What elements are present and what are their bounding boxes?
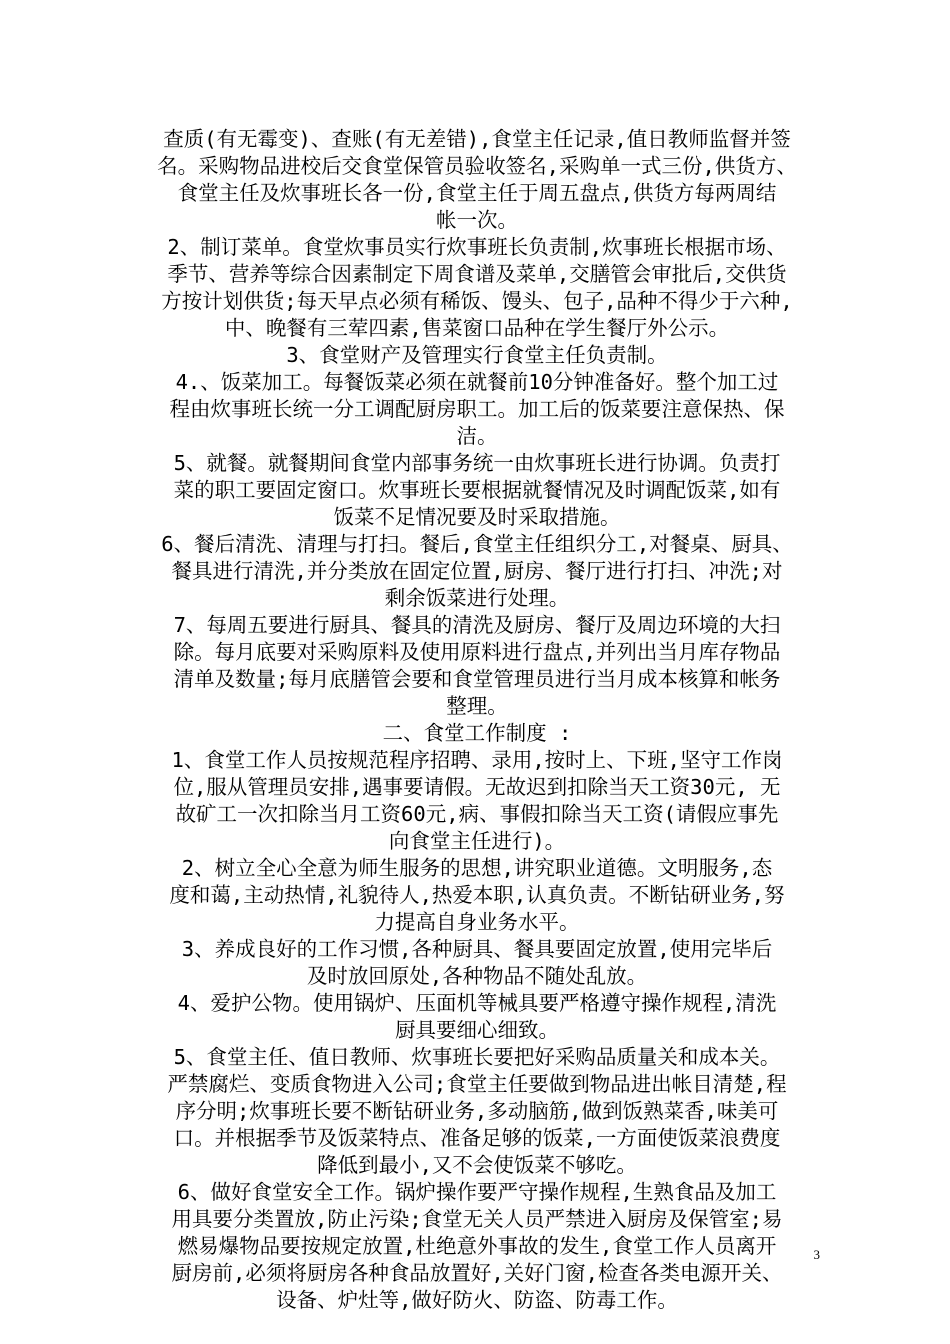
text-line: 2、树立全心全意为师生服务的思想,讲究职业道德。文明服务,态	[181, 856, 773, 880]
page-number: 3	[813, 1247, 820, 1262]
text-line: 二、食堂工作制度 :	[382, 721, 572, 745]
paragraph-menu	[143, 234, 811, 342]
text-line: 餐具进行清洗,并分类放在固定位置,厨房、餐厅进行打扫、冲洗;对	[171, 559, 783, 583]
text-line: 故矿工一次扣除当月工资60元,病、事假扣除当天工资(请假应事先	[175, 802, 779, 826]
text-line: 1、食堂工作人员按规范程序招聘、录用,按时上、下班,坚守工作岗	[171, 748, 783, 772]
text-line: 中、晚餐有三荤四素,售菜窗口品种在学生餐厅外公示。	[224, 316, 730, 340]
text-line: 5、食堂主任、值日教师、炊事班长要把好采购品质量关和成本关。	[173, 1045, 781, 1069]
paragraph-rule-1	[143, 747, 811, 855]
text-line: 及时放回原处,各种物品不随处乱放。	[306, 964, 648, 988]
paragraph-rule-6	[143, 1179, 811, 1314]
text-line: 季节、营养等综合因素制定下周食谱及菜单,交膳管会审批后,交供货	[167, 262, 787, 286]
text-line: 厨房前,必须将厨房各种食品放置好,关好门窗,检查各类电源开关、	[171, 1261, 783, 1285]
text-line: 除。每月底要对采购原料及使用原料进行盘点,并列出当月库存物品	[173, 640, 781, 664]
text-line: 2、制订菜单。食堂炊事员实行炊事班长负责制,炊事班长根据市场、	[167, 235, 787, 259]
text-line: 燃易爆物品要按规定放置,杜绝意外事故的发生,食堂工作人员离开	[177, 1234, 777, 1258]
text-line: 严禁腐烂、变质食物进入公司;食堂主任要做到物品进出帐目清楚,程	[167, 1072, 787, 1096]
text-line: 帐一次。	[436, 208, 518, 232]
text-line: 力提高自身业务水平。	[374, 910, 580, 934]
paragraph-weekly	[143, 612, 811, 720]
text-line: 5、就餐。就餐期间食堂内部事务统一由炊事班长进行协调。负责打	[173, 451, 781, 475]
text-line: 4、爱护公物。使用锅炉、压面机等械具要严格遵守操作规程,清洗	[177, 991, 777, 1015]
text-line: 方按计划供货;每天早点必须有稀饭、馒头、包子,品种不得少于六种,	[161, 289, 793, 313]
text-line: 6、餐后清洗、清理与打扫。餐后,食堂主任组织分工,对餐桌、厨具、	[161, 532, 793, 556]
text-line: 降低到最小,又不会使饭菜不够吃。	[317, 1153, 637, 1177]
text-line: 7、每周五要进行厨具、餐具的清洗及厨房、餐厅及周边环境的大扫	[173, 613, 781, 637]
text-line: 口。并根据季节及饭菜特点、准备足够的饭菜,一方面使饭菜浪费度	[173, 1126, 781, 1150]
text-line: 程由炊事班长统一分工调配厨房职工。加工后的饭菜要注意保热、保	[169, 397, 785, 421]
text-line: 洁。	[456, 424, 498, 448]
text-line: 用具要分类置放,防止污染;食堂无关人员严禁进入厨房及保管室;易	[171, 1207, 783, 1231]
text-line: 3、养成良好的工作习惯,各种厨具、餐具要固定放置,使用完毕后	[181, 937, 773, 961]
paragraph-rule-3	[143, 936, 811, 990]
text-line: 向食堂主任进行)。	[388, 829, 566, 853]
paragraph-cleaning	[143, 531, 811, 612]
text-line: 整理。	[446, 694, 508, 718]
paragraph-rule-2	[143, 855, 811, 936]
text-line: 4.、饭菜加工。每餐饭菜必须在就餐前10分钟准备好。整个加工过	[175, 370, 779, 394]
paragraph-rule-4	[143, 990, 811, 1044]
paragraph-property	[143, 342, 811, 369]
text-line: 食堂主任及炊事班长各一份,食堂主任于周五盘点,供货方每两周结	[177, 181, 777, 205]
text-line: 度和蔼,主动热情,礼貌待人,热爱本职,认真负责。不断钻研业务,努	[169, 883, 785, 907]
text-line: 剩余饭菜进行处理。	[384, 586, 570, 610]
text-line: 3、食堂财产及管理实行食堂主任负责制。	[286, 343, 668, 367]
text-line: 查质(有无霉变)、查账(有无差错),食堂主任记录,值日教师监督并签	[163, 127, 791, 151]
paragraph-rule-5	[143, 1044, 811, 1179]
document-body	[143, 126, 811, 1314]
text-line: 菜的职工要固定窗口。炊事班长要根据就餐情况及时调配饭菜,如有	[173, 478, 781, 502]
text-line: 序分明;炊事班长要不断钻研业务,多动脑筋,做到饭熟菜香,味美可	[175, 1099, 779, 1123]
paragraph-dining	[143, 450, 811, 531]
paragraph-processing	[143, 369, 811, 450]
text-line: 饭菜不足情况要及时采取措施。	[333, 505, 621, 529]
paragraph-procure-tail	[143, 126, 811, 234]
paragraph-heading-2	[143, 720, 811, 747]
text-line: 设备、炉灶等,做好防火、防盗、防毒工作。	[276, 1288, 678, 1312]
text-line: 清单及数量;每月底膳管会要和食堂管理员进行当月成本核算和帐务	[173, 667, 781, 691]
text-line: 位,服从管理员安排,遇事要请假。无故迟到扣除当天工资30元, 无	[173, 775, 781, 799]
text-line: 6、做好食堂安全工作。锅炉操作要严守操作规程,生熟食品及加工	[177, 1180, 777, 1204]
text-line: 名。采购物品进校后交食堂保管员验收签名,采购单一式三份,供货方、	[157, 154, 797, 178]
text-line: 厨具要细心细致。	[395, 1018, 559, 1042]
